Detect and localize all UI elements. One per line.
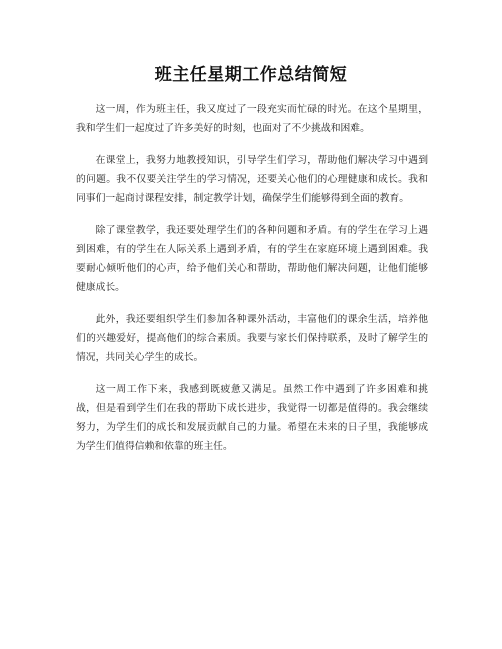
paragraph-1: 这一周，作为班主任，我又度过了一段充实而忙碌的时光。在这个星期里，我和学生们一起度过了许多美好的时刻，也面对了不少挑战和困难。 (76, 104, 428, 134)
paragraph-3: 除了课堂教学，我还要处理学生们的各种问题和矛盾。有的学生在学习上遇到困难，有的学生在人际关系上遇到矛盾，有的学生在家庭环境上遇到困难。我要耐心倾听他们的心声，给予他们关心和帮助，帮助他们解决问题，让他们能够健康成长。 (76, 225, 428, 293)
paragraph-5: 这一周工作下来，我感到既疲惫又满足。虽然工作中遇到了许多困难和挑战，但是看到学生们在我的帮助下成长进步，我觉得一切都是值得的。我会继续努力，为学生们的成长和发展贡献自己的力量。希望在未来的日子里，我能够成为学生们值得信赖和依靠的班主任。 (76, 384, 428, 452)
paragraph-2: 在课堂上，我努力地教授知识，引导学生们学习，帮助他们解决学习中遇到的问题。我不仅要关注学生的学习情况，还要关心他们的心理健康和成长。我和同事们一起商讨课程安排，制定教学计划，确保学生们能够得到全面的教育。 (76, 155, 428, 204)
document-body (76, 100, 428, 469)
paragraph-4: 此外，我还要组织学生们参加各种课外活动，丰富他们的课余生活，培养他们的兴趣爱好，提高他们的综合素质。我要与家长们保持联系，及时了解学生的情况，共同关心学生的成长。 (76, 314, 428, 363)
document-title: 班主任星期工作总结简短 (154, 65, 348, 85)
